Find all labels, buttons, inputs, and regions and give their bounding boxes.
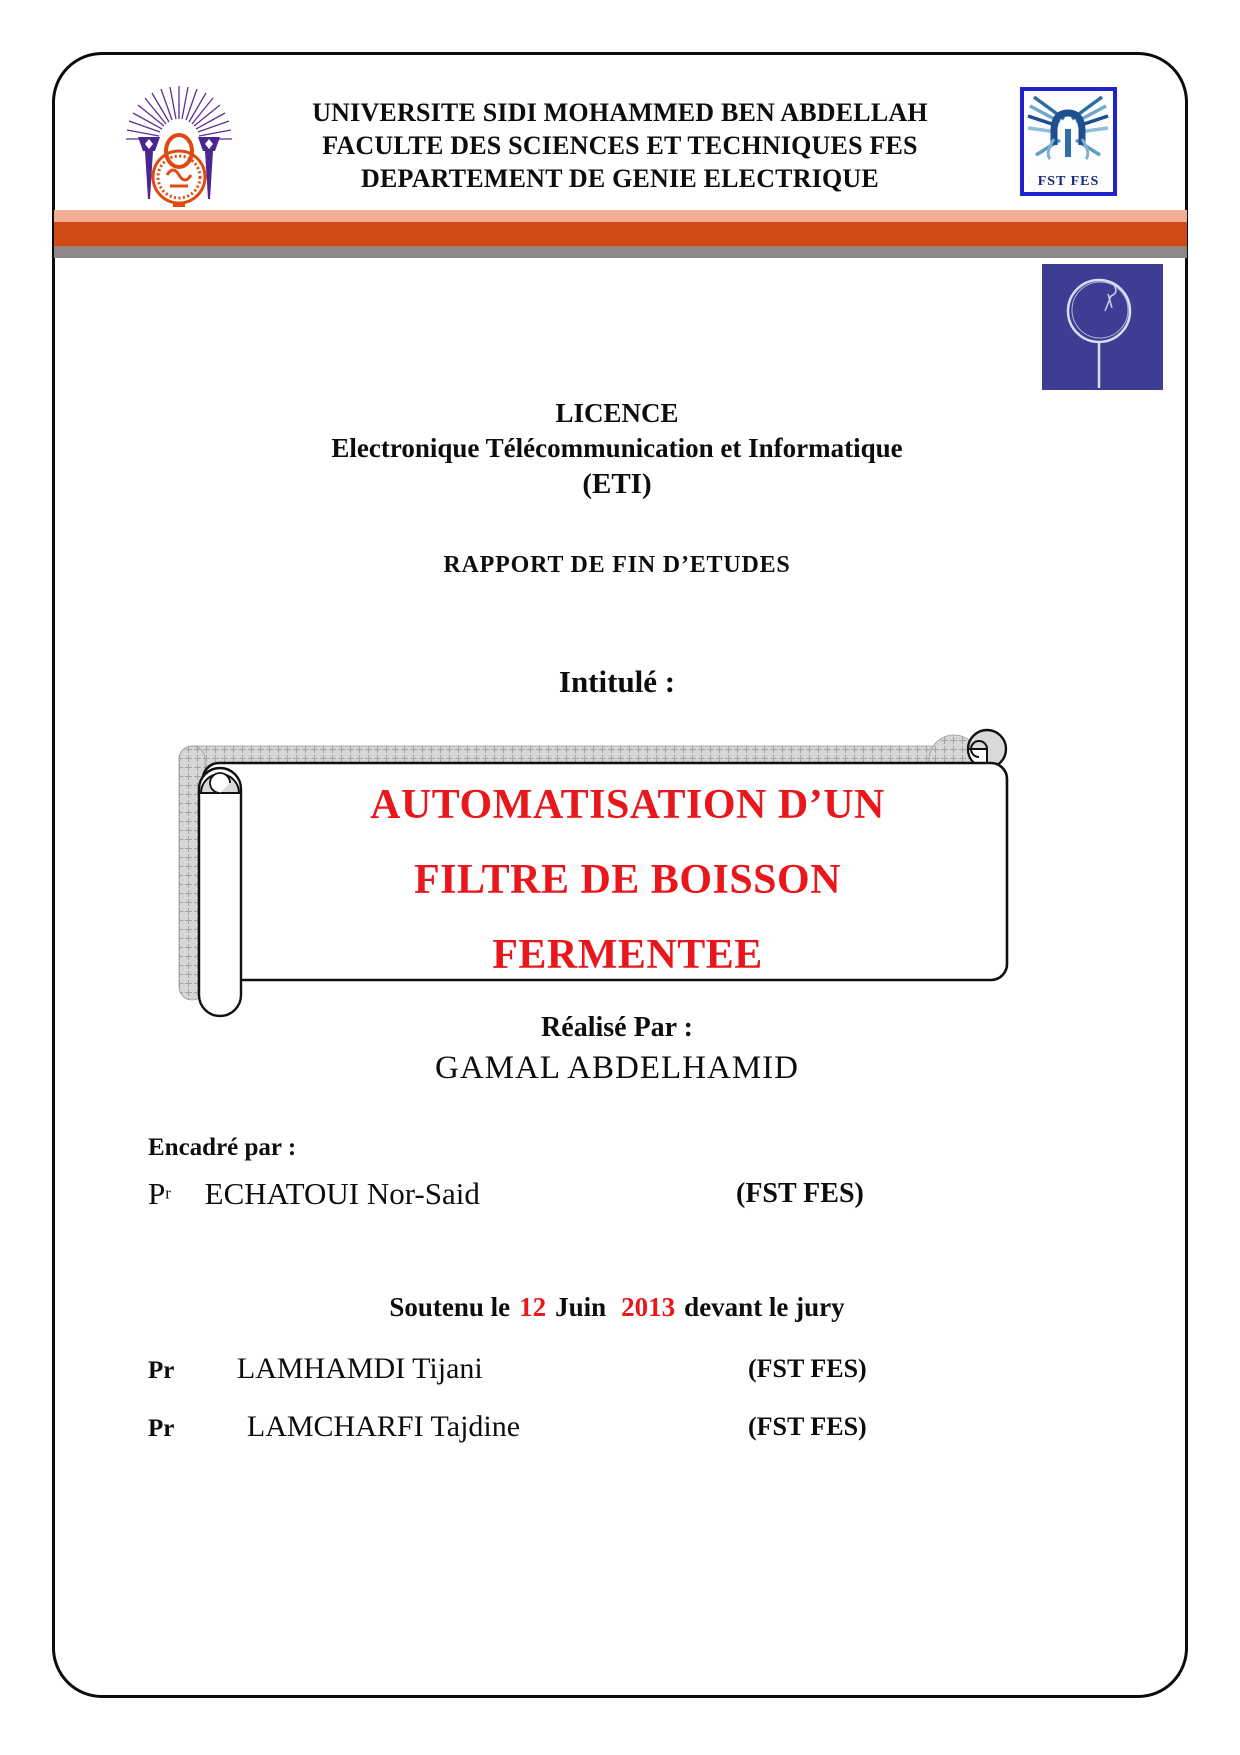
- fst-fes-caption: FST FES: [1037, 174, 1100, 189]
- jury-1-affiliation: (FST FES): [748, 1354, 867, 1383]
- supervisor-title-superscript: r: [165, 1183, 171, 1203]
- jury-2-affiliation: (FST FES): [748, 1412, 867, 1441]
- jury-2-title: Pr: [148, 1415, 175, 1442]
- header-line-1: UNIVERSITE SIDI MOHAMMED BEN ABDELLAH: [312, 98, 928, 127]
- supervisor-name: ECHATOUI Nor-Said: [204, 1176, 480, 1211]
- circle-stem-logo: [1042, 264, 1163, 390]
- jury-2-name: LAMCHARFI Tajdine: [246, 1410, 521, 1443]
- university-header: [260, 96, 980, 195]
- defense-day: 12: [519, 1292, 547, 1322]
- program-abbreviation: (ETI): [582, 468, 652, 500]
- program-block: [52, 396, 1182, 503]
- header-line-2: FACULTE DES SCIENCES ET TECHNIQUES FES: [322, 131, 918, 160]
- supervisor-row: [148, 1176, 1088, 1212]
- thesis-title-line-3: FERMENTEE: [492, 932, 763, 978]
- supervisor-affiliation: (FST FES): [736, 1178, 864, 1209]
- author-name: GAMAL ABDELHAMID: [434, 1050, 799, 1086]
- report-type: RAPPORT DE FIN D’ETUDES: [443, 552, 791, 578]
- thesis-title: [245, 768, 1010, 993]
- thesis-title-line-2: FILTRE DE BOISSON: [413, 857, 842, 903]
- jury-1-name: LAMHAMDI Tijani: [236, 1352, 483, 1385]
- divider-bar-gray: [54, 246, 1187, 258]
- jury-row-2: [148, 1410, 1088, 1452]
- jury-row-1: [148, 1352, 1088, 1394]
- defense-text-before: Soutenu le: [389, 1292, 511, 1322]
- header-line-3: DEPARTEMENT DE GENIE ELECTRIQUE: [361, 164, 879, 193]
- jury-1-title: Pr: [148, 1357, 175, 1384]
- thesis-title-line-1: AUTOMATISATION D’UN: [370, 782, 885, 828]
- divider-bar-salmon: [54, 210, 1187, 222]
- title-label: Intitulé :: [558, 664, 676, 699]
- defense-month: Juin: [555, 1292, 607, 1322]
- fst-fes-emblem: [1024, 91, 1113, 171]
- fst-fes-logo: [1020, 87, 1117, 196]
- author-label: Réalisé Par :: [541, 1012, 693, 1043]
- defense-statement: [52, 1292, 1182, 1323]
- supervisor-title: $P^r$: [148, 1176, 171, 1211]
- defense-year: 2013: [621, 1292, 676, 1322]
- university-logo: [112, 74, 246, 216]
- divider-bar-orange: [54, 222, 1187, 246]
- program-name: Electronique Télécommunication et Informatique: [331, 433, 903, 463]
- degree-title: LICENCE: [555, 398, 679, 428]
- supervisor-section-label: Encadré par :: [148, 1134, 297, 1161]
- defense-text-after: devant le jury: [684, 1292, 845, 1322]
